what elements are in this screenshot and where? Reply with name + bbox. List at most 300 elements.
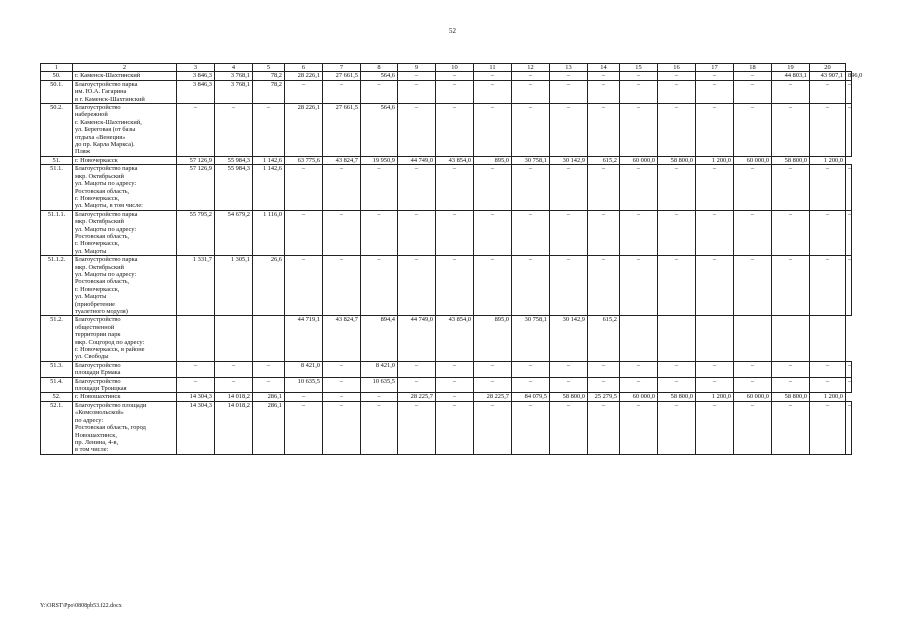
value-cell: – bbox=[772, 377, 810, 393]
value-cell: – bbox=[215, 361, 253, 377]
value-cell: 19 950,9 bbox=[361, 156, 398, 164]
value-cell: 10 635,5 bbox=[361, 377, 398, 393]
value-cell: 25 279,5 bbox=[588, 393, 620, 401]
object-name-line: мкр. Октябрьский bbox=[75, 172, 124, 180]
object-name-line: Ростовская область, bbox=[75, 278, 130, 286]
value-cell bbox=[696, 316, 734, 361]
column-header: 1 bbox=[41, 64, 73, 72]
file-path-footer: Y:\ORST\Ppo\0808pb53.f22.docx bbox=[40, 603, 122, 609]
value-cell: 615,2 bbox=[588, 316, 620, 361]
value-cell: – bbox=[361, 256, 398, 316]
value-cell: 60 000,0 bbox=[734, 156, 772, 164]
object-name-line: Благоустройство парка bbox=[75, 210, 138, 218]
row-number: 51.4. bbox=[41, 377, 73, 393]
object-name-line: г. Новочеркасск, bbox=[75, 194, 120, 202]
table-row bbox=[41, 80, 852, 103]
value-cell bbox=[253, 316, 285, 361]
object-name bbox=[73, 256, 177, 316]
value-cell: 1 200,0 bbox=[810, 156, 846, 164]
value-cell: – bbox=[696, 401, 734, 454]
value-cell: 43 824,7 bbox=[323, 316, 361, 361]
value-cell: 55 984,3 bbox=[215, 156, 253, 164]
object-name-line: г. Каменск-Шахтинский, bbox=[75, 118, 142, 126]
value-cell: – bbox=[512, 361, 550, 377]
table-row bbox=[41, 72, 852, 80]
value-cell: – bbox=[361, 401, 398, 454]
table-row bbox=[41, 401, 852, 454]
object-name-line: мкр. Октябрьский bbox=[75, 263, 124, 271]
object-name bbox=[73, 156, 177, 164]
value-cell: – bbox=[810, 401, 846, 454]
header-row bbox=[41, 64, 852, 72]
object-name-line: Благоустройство парка bbox=[75, 165, 138, 173]
column-header: 2 bbox=[73, 64, 177, 72]
value-cell: – bbox=[810, 256, 846, 316]
object-name-line: ул. Береговая (от базы bbox=[75, 126, 136, 134]
value-cell: – bbox=[658, 104, 696, 157]
value-cell: – bbox=[658, 377, 696, 393]
value-cell: – bbox=[285, 210, 323, 255]
value-cell: 58 800,0 bbox=[772, 393, 810, 401]
value-cell: – bbox=[398, 210, 436, 255]
object-name-line: г. Новочеркасск, bbox=[75, 240, 120, 248]
value-cell: 894,4 bbox=[361, 316, 398, 361]
value-cell: 30 142,9 bbox=[550, 316, 588, 361]
value-cell: – bbox=[658, 256, 696, 316]
value-cell: – bbox=[398, 104, 436, 157]
budget-table bbox=[40, 63, 863, 455]
value-cell: – bbox=[810, 377, 846, 393]
table-row bbox=[41, 104, 852, 157]
value-cell: – bbox=[696, 72, 734, 80]
object-name-line: Новошахтинск, bbox=[75, 431, 117, 439]
value-cell: 30 758,1 bbox=[512, 316, 550, 361]
value-cell: 8 421,0 bbox=[285, 361, 323, 377]
value-cell: 3 846,3 bbox=[177, 72, 215, 80]
value-cell: – bbox=[215, 104, 253, 157]
value-cell: 78,2 bbox=[253, 80, 285, 103]
value-cell: – bbox=[177, 104, 215, 157]
value-cell: 1 305,1 bbox=[215, 256, 253, 316]
value-cell: – bbox=[772, 401, 810, 454]
value-cell: 1 331,7 bbox=[177, 256, 215, 316]
value-cell: 27 661,5 bbox=[323, 104, 361, 157]
value-cell: – bbox=[846, 377, 852, 393]
value-cell: 44 749,0 bbox=[398, 156, 436, 164]
object-name-line: «Комсомольской» bbox=[75, 409, 124, 417]
value-cell: – bbox=[620, 377, 658, 393]
column-header: 18 bbox=[734, 64, 772, 72]
value-cell: – bbox=[620, 361, 658, 377]
value-cell: – bbox=[361, 80, 398, 103]
value-cell: 1 200,0 bbox=[810, 393, 846, 401]
value-cell: – bbox=[177, 377, 215, 393]
value-cell: 43 824,7 bbox=[323, 156, 361, 164]
table-row bbox=[41, 316, 852, 361]
value-cell: – bbox=[696, 377, 734, 393]
value-cell: – bbox=[810, 80, 846, 103]
value-cell: – bbox=[285, 401, 323, 454]
object-name-line: Пляж bbox=[75, 148, 91, 156]
value-cell: 43 854,0 bbox=[436, 316, 474, 361]
value-cell: – bbox=[436, 80, 474, 103]
object-name-line: ул. Мацоты bbox=[75, 247, 107, 255]
value-cell: – bbox=[253, 361, 285, 377]
value-cell: 60 000,0 bbox=[620, 393, 658, 401]
value-cell: – bbox=[846, 361, 852, 377]
object-name-line: Благоустройство bbox=[75, 377, 121, 385]
value-cell: – bbox=[846, 256, 852, 316]
value-cell: – bbox=[588, 72, 620, 80]
value-cell: – bbox=[550, 256, 588, 316]
value-cell bbox=[772, 316, 810, 361]
value-cell: 58 800,0 bbox=[658, 156, 696, 164]
value-cell: – bbox=[810, 361, 846, 377]
value-cell: 28 225,7 bbox=[398, 393, 436, 401]
value-cell: – bbox=[323, 80, 361, 103]
value-cell: – bbox=[398, 361, 436, 377]
value-cell: – bbox=[436, 165, 474, 210]
value-cell: – bbox=[323, 165, 361, 210]
object-name bbox=[73, 316, 177, 361]
value-cell: 28 226,1 bbox=[285, 104, 323, 157]
column-header: 5 bbox=[253, 64, 285, 72]
value-cell: – bbox=[658, 72, 696, 80]
value-cell: – bbox=[620, 210, 658, 255]
object-name bbox=[73, 361, 177, 377]
value-cell: – bbox=[772, 104, 810, 157]
value-cell: 3 768,1 bbox=[215, 80, 253, 103]
column-header: 15 bbox=[620, 64, 658, 72]
column-header: 12 bbox=[512, 64, 550, 72]
column-header: 4 bbox=[215, 64, 253, 72]
value-cell: – bbox=[474, 377, 512, 393]
value-cell: – bbox=[285, 393, 323, 401]
value-cell: 895,0 bbox=[474, 316, 512, 361]
value-cell: – bbox=[512, 80, 550, 103]
value-cell: 58 800,0 bbox=[550, 393, 588, 401]
value-cell: – bbox=[253, 104, 285, 157]
value-cell: – bbox=[550, 401, 588, 454]
value-cell: – bbox=[846, 80, 852, 103]
object-name bbox=[73, 393, 177, 401]
object-name-line: г. Каменск-Шахтинский bbox=[75, 72, 141, 80]
value-cell: – bbox=[436, 401, 474, 454]
value-cell: – bbox=[588, 401, 620, 454]
value-cell: – bbox=[734, 80, 772, 103]
value-cell: – bbox=[846, 210, 852, 255]
table-row bbox=[41, 393, 852, 401]
value-cell: – bbox=[734, 256, 772, 316]
value-cell: – bbox=[253, 377, 285, 393]
value-cell: – bbox=[772, 210, 810, 255]
value-cell: – bbox=[588, 80, 620, 103]
value-cell: 1 116,0 bbox=[253, 210, 285, 255]
value-cell: – bbox=[734, 377, 772, 393]
value-cell: 286,1 bbox=[253, 401, 285, 454]
object-name-line: ул. Мацоты по адресу: bbox=[75, 225, 137, 233]
value-cell: – bbox=[846, 104, 852, 157]
value-cell: 44 719,1 bbox=[285, 316, 323, 361]
object-name-line: в том числе: bbox=[75, 446, 109, 454]
column-header: 11 bbox=[474, 64, 512, 72]
value-cell: 55 795,2 bbox=[177, 210, 215, 255]
object-name-line: Благоустройство bbox=[75, 361, 121, 369]
value-cell: – bbox=[474, 210, 512, 255]
object-name-line: пр. Ленина, 4-в, bbox=[75, 438, 119, 446]
row-number: 50.2. bbox=[41, 104, 73, 157]
value-cell: – bbox=[810, 104, 846, 157]
value-cell: 60 000,0 bbox=[620, 156, 658, 164]
value-cell: – bbox=[323, 361, 361, 377]
value-cell bbox=[810, 316, 846, 361]
value-cell: – bbox=[550, 361, 588, 377]
value-cell: – bbox=[512, 72, 550, 80]
table-row bbox=[41, 256, 852, 316]
value-cell: – bbox=[474, 256, 512, 316]
value-cell: 58 800,0 bbox=[772, 156, 810, 164]
value-cell: – bbox=[512, 104, 550, 157]
object-name-line: отдыха «Венеция» bbox=[75, 133, 126, 141]
value-cell: – bbox=[772, 165, 810, 210]
value-cell: – bbox=[588, 361, 620, 377]
table-row bbox=[41, 361, 852, 377]
object-name-line: г. Новочеркасск bbox=[75, 156, 118, 164]
column-header: 6 bbox=[285, 64, 323, 72]
object-name bbox=[73, 80, 177, 103]
object-name-line: Благоустройство парка bbox=[75, 80, 138, 88]
value-cell: – bbox=[436, 377, 474, 393]
value-cell: – bbox=[734, 104, 772, 157]
value-cell bbox=[620, 316, 658, 361]
value-cell: – bbox=[772, 256, 810, 316]
value-cell: 57 126,9 bbox=[177, 156, 215, 164]
value-cell: 564,6 bbox=[361, 104, 398, 157]
value-cell: – bbox=[285, 80, 323, 103]
value-cell: 30 142,9 bbox=[550, 156, 588, 164]
value-cell bbox=[215, 316, 253, 361]
object-name-line: Ростовская область, bbox=[75, 232, 130, 240]
value-cell: – bbox=[550, 377, 588, 393]
value-cell: 564,6 bbox=[361, 72, 398, 80]
value-cell: – bbox=[620, 80, 658, 103]
object-name-line: Благоустройство парка bbox=[75, 256, 138, 264]
object-name-line: туалетного модуля) bbox=[75, 308, 128, 315]
column-header: 14 bbox=[588, 64, 620, 72]
value-cell: – bbox=[285, 165, 323, 210]
column-header: 16 bbox=[658, 64, 696, 72]
object-name-line: мкр. Соцгород по адресу: bbox=[75, 338, 145, 346]
value-cell: 44 803,1 bbox=[772, 72, 810, 80]
value-cell: – bbox=[398, 72, 436, 80]
value-cell: – bbox=[474, 80, 512, 103]
row-number: 51.3. bbox=[41, 361, 73, 377]
object-name-line: Благоустройство bbox=[75, 104, 121, 112]
value-cell: – bbox=[285, 256, 323, 316]
object-name-line: ул. Мацоты, в том числе: bbox=[75, 202, 143, 210]
value-cell: – bbox=[620, 72, 658, 80]
object-name bbox=[73, 210, 177, 255]
value-cell bbox=[734, 316, 772, 361]
object-name-line: до пр. Карла Маркса). bbox=[75, 141, 135, 149]
value-cell: – bbox=[550, 80, 588, 103]
value-cell: – bbox=[323, 377, 361, 393]
value-cell: 895,0 bbox=[474, 156, 512, 164]
value-cell: – bbox=[474, 104, 512, 157]
object-name-line: Благоустройство площади bbox=[75, 401, 147, 409]
value-cell: 60 000,0 bbox=[734, 393, 772, 401]
value-cell: 286,1 bbox=[253, 393, 285, 401]
object-name bbox=[73, 377, 177, 393]
column-header: 19 bbox=[772, 64, 810, 72]
row-number: 51. bbox=[41, 156, 73, 164]
value-cell: 14 018,2 bbox=[215, 401, 253, 454]
table-row bbox=[41, 156, 852, 164]
object-name-line: г. Новошахтинск bbox=[75, 393, 121, 401]
value-cell: – bbox=[436, 361, 474, 377]
object-name bbox=[73, 165, 177, 210]
value-cell: – bbox=[474, 401, 512, 454]
value-cell: 1 142,6 bbox=[253, 156, 285, 164]
value-cell: – bbox=[772, 80, 810, 103]
row-number: 52. bbox=[41, 393, 73, 401]
value-cell: – bbox=[734, 72, 772, 80]
value-cell: – bbox=[734, 165, 772, 210]
value-cell: – bbox=[361, 210, 398, 255]
value-cell: 30 758,1 bbox=[512, 156, 550, 164]
row-number: 51.1.2. bbox=[41, 256, 73, 316]
value-cell: – bbox=[177, 361, 215, 377]
value-cell: 1 200,0 bbox=[696, 393, 734, 401]
value-cell: 28 226,1 bbox=[285, 72, 323, 80]
value-cell: – bbox=[658, 361, 696, 377]
value-cell: 58 800,0 bbox=[658, 393, 696, 401]
value-cell: – bbox=[696, 80, 734, 103]
value-cell: 1 142,6 bbox=[253, 165, 285, 210]
value-cell: 14 018,2 bbox=[215, 393, 253, 401]
object-name bbox=[73, 104, 177, 157]
value-cell: – bbox=[361, 165, 398, 210]
value-cell: – bbox=[436, 393, 474, 401]
value-cell: – bbox=[323, 256, 361, 316]
column-header: 13 bbox=[550, 64, 588, 72]
value-cell: – bbox=[696, 361, 734, 377]
value-cell: – bbox=[474, 165, 512, 210]
value-cell: 27 661,5 bbox=[323, 72, 361, 80]
object-name-line: Ростовская область, город bbox=[75, 424, 146, 432]
value-cell bbox=[177, 316, 215, 361]
value-cell: – bbox=[734, 401, 772, 454]
value-cell: 896,0 bbox=[846, 72, 852, 80]
value-cell: – bbox=[436, 104, 474, 157]
column-header: 9 bbox=[398, 64, 436, 72]
object-name bbox=[73, 72, 177, 80]
value-cell: – bbox=[696, 256, 734, 316]
value-cell: – bbox=[658, 165, 696, 210]
value-cell: – bbox=[512, 377, 550, 393]
value-cell: – bbox=[323, 401, 361, 454]
value-cell: – bbox=[550, 165, 588, 210]
value-cell: 615,2 bbox=[588, 156, 620, 164]
object-name-line: общественной bbox=[75, 323, 115, 331]
value-cell: – bbox=[361, 393, 398, 401]
object-name-line: ул. Мацоты bbox=[75, 293, 107, 301]
value-cell: – bbox=[734, 361, 772, 377]
object-name-line: ул. Свободы bbox=[75, 353, 109, 361]
value-cell: – bbox=[588, 104, 620, 157]
column-header: 10 bbox=[436, 64, 474, 72]
value-cell: – bbox=[512, 401, 550, 454]
value-cell: – bbox=[810, 210, 846, 255]
object-name-line: г. Новочеркасск, в районе bbox=[75, 346, 145, 354]
value-cell: – bbox=[398, 80, 436, 103]
value-cell: – bbox=[436, 210, 474, 255]
object-name-line: мкр. Октябрьский bbox=[75, 218, 124, 226]
table-row bbox=[41, 210, 852, 255]
value-cell: – bbox=[810, 165, 846, 210]
value-cell: – bbox=[696, 165, 734, 210]
value-cell: – bbox=[658, 401, 696, 454]
column-header: 7 bbox=[323, 64, 361, 72]
row-number: 50.1. bbox=[41, 80, 73, 103]
value-cell: – bbox=[512, 165, 550, 210]
object-name-line: Благоустройство bbox=[75, 316, 121, 324]
value-cell bbox=[658, 316, 696, 361]
object-name-line: ул. Мацоты по адресу: bbox=[75, 270, 137, 278]
value-cell: 3 768,1 bbox=[215, 72, 253, 80]
value-cell: – bbox=[588, 210, 620, 255]
object-name bbox=[73, 401, 177, 454]
row-number: 51.2. bbox=[41, 316, 73, 361]
value-cell: – bbox=[398, 256, 436, 316]
value-cell: 55 984,3 bbox=[215, 165, 253, 210]
value-cell: 57 126,9 bbox=[177, 165, 215, 210]
value-cell: – bbox=[846, 165, 852, 210]
row-number: 52.1. bbox=[41, 401, 73, 454]
object-name-line: по адресу: bbox=[75, 416, 104, 424]
value-cell: – bbox=[846, 401, 852, 454]
value-cell: – bbox=[588, 165, 620, 210]
value-cell: – bbox=[696, 210, 734, 255]
column-header: 17 bbox=[696, 64, 734, 72]
value-cell: 63 775,6 bbox=[285, 156, 323, 164]
value-cell: – bbox=[658, 80, 696, 103]
value-cell: – bbox=[588, 256, 620, 316]
column-header: 8 bbox=[361, 64, 398, 72]
object-name-line: набережной bbox=[75, 111, 108, 119]
value-cell: – bbox=[620, 401, 658, 454]
row-number: 51.1. bbox=[41, 165, 73, 210]
value-cell: 14 304,3 bbox=[177, 393, 215, 401]
value-cell: 54 679,2 bbox=[215, 210, 253, 255]
value-cell: 10 635,5 bbox=[285, 377, 323, 393]
value-cell: 14 304,3 bbox=[177, 401, 215, 454]
table-row bbox=[41, 377, 852, 393]
object-name-line: г. Новочеркасск, bbox=[75, 285, 120, 293]
value-cell: – bbox=[512, 210, 550, 255]
value-cell: 78,2 bbox=[253, 72, 285, 80]
value-cell: – bbox=[588, 377, 620, 393]
value-cell: – bbox=[398, 401, 436, 454]
value-cell: – bbox=[323, 210, 361, 255]
object-name-line: Ростовская область, bbox=[75, 187, 130, 195]
row-number: 50. bbox=[41, 72, 73, 80]
value-cell: – bbox=[436, 256, 474, 316]
value-cell: – bbox=[696, 104, 734, 157]
value-cell: – bbox=[474, 72, 512, 80]
row-number: 51.1.1. bbox=[41, 210, 73, 255]
value-cell: – bbox=[550, 72, 588, 80]
